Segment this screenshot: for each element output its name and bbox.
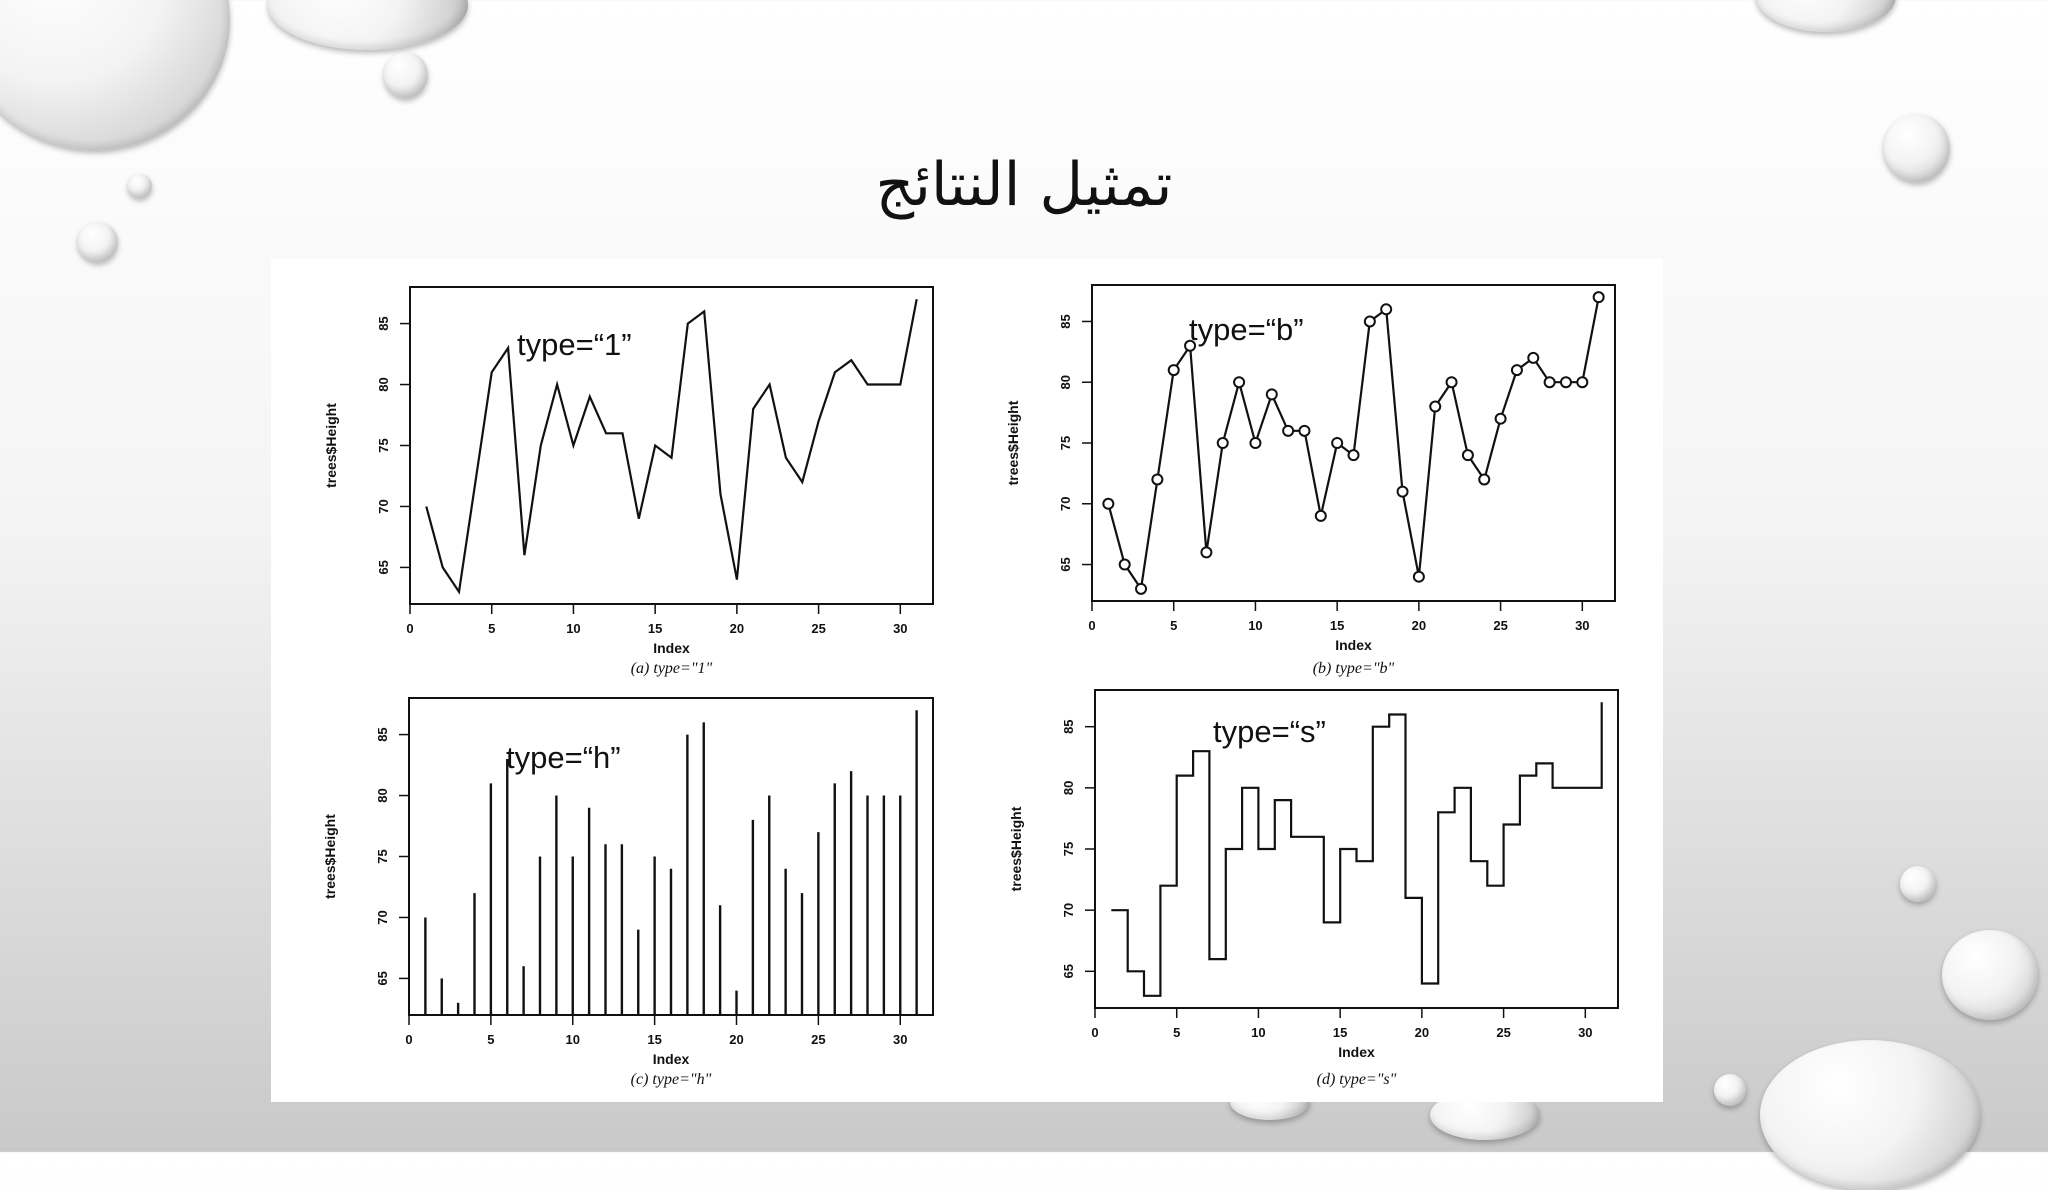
chart-type-annotation: type=“b” xyxy=(1189,312,1304,347)
data-point xyxy=(1430,402,1440,412)
water-drop-decoration xyxy=(0,0,230,150)
x-tick-label: 25 xyxy=(1496,1025,1511,1040)
water-drop-decoration xyxy=(78,222,118,262)
y-axis-label: trees$Height xyxy=(1005,400,1021,486)
x-tick-label: 0 xyxy=(1088,618,1096,633)
y-tick-label: 65 xyxy=(1061,964,1076,979)
y-tick-label: 80 xyxy=(376,377,391,392)
water-drop-decoration xyxy=(1760,1040,1980,1190)
x-tick-label: 0 xyxy=(1091,1025,1099,1040)
y-tick-label: 65 xyxy=(376,560,391,575)
data-point xyxy=(1528,353,1538,363)
x-axis-label: Index xyxy=(653,640,690,656)
water-drop-decoration xyxy=(268,0,468,50)
y-tick-label: 65 xyxy=(1058,557,1073,572)
y-axis-label: trees$Height xyxy=(1008,806,1024,892)
data-point xyxy=(1299,426,1309,436)
data-point xyxy=(1283,426,1293,436)
data-point xyxy=(1545,377,1555,387)
data-point xyxy=(1120,560,1130,570)
x-axis-label: Index xyxy=(652,1051,690,1067)
y-tick-label: 80 xyxy=(1058,374,1073,390)
y-axis-label: trees$Height xyxy=(322,814,338,899)
water-drop-decoration xyxy=(1900,866,1936,902)
y-tick-label: 85 xyxy=(1058,314,1073,329)
x-tick-label: 30 xyxy=(893,621,908,636)
x-tick-label: 10 xyxy=(565,1032,580,1047)
data-point xyxy=(1332,438,1342,448)
chart-type-annotation: type=“h” xyxy=(506,740,621,775)
chart-h-type xyxy=(322,698,933,1088)
x-tick-label: 30 xyxy=(1575,618,1590,633)
x-tick-label: 20 xyxy=(729,1032,744,1047)
water-drop-decoration xyxy=(1942,930,2038,1020)
x-tick-label: 5 xyxy=(1173,1025,1181,1040)
y-tick-label: 85 xyxy=(376,316,391,331)
plot-frame xyxy=(410,287,933,604)
chart-caption: (d) type="s" xyxy=(1316,1071,1397,1088)
y-axis-label: trees$Height xyxy=(323,403,339,488)
data-point xyxy=(1250,438,1260,448)
data-point xyxy=(1136,584,1146,594)
y-tick-label: 80 xyxy=(375,788,390,803)
x-tick-label: 20 xyxy=(1411,618,1427,633)
plot-frame xyxy=(1092,285,1615,601)
water-drop-decoration xyxy=(1756,0,1896,32)
data-point xyxy=(1218,438,1228,448)
data-point xyxy=(1201,547,1211,557)
data-point xyxy=(1381,304,1391,314)
x-tick-label: 15 xyxy=(647,621,663,636)
y-tick-label: 75 xyxy=(1061,841,1076,857)
data-point xyxy=(1447,377,1457,387)
x-tick-label: 15 xyxy=(1329,618,1345,633)
series-step-line xyxy=(1111,702,1601,996)
chart-caption: (c) type="h" xyxy=(630,1071,712,1088)
y-tick-label: 70 xyxy=(1058,496,1073,512)
series-line xyxy=(1108,297,1598,589)
x-tick-label: 0 xyxy=(405,1032,413,1047)
chart-caption: (b) type="b" xyxy=(1312,660,1395,677)
data-point xyxy=(1398,487,1408,497)
x-tick-label: 25 xyxy=(1493,618,1508,633)
data-point xyxy=(1365,316,1375,326)
data-point xyxy=(1496,414,1506,424)
chart-b-type xyxy=(1005,285,1615,677)
water-drop-decoration xyxy=(384,52,428,98)
charts-figure xyxy=(271,259,1663,1102)
series-line xyxy=(426,299,916,592)
data-point xyxy=(1594,292,1604,302)
x-tick-label: 15 xyxy=(647,1032,662,1047)
data-point xyxy=(1561,377,1571,387)
data-point xyxy=(1414,572,1424,582)
data-point xyxy=(1103,499,1113,509)
x-tick-label: 10 xyxy=(1248,618,1263,633)
x-axis-label: Index xyxy=(1335,637,1372,653)
chart-type-annotation: type=“1” xyxy=(517,327,632,362)
x-tick-label: 10 xyxy=(566,621,581,636)
data-point xyxy=(1463,450,1473,460)
x-tick-label: 30 xyxy=(1578,1025,1593,1040)
y-tick-label: 70 xyxy=(375,910,390,925)
water-drop-decoration xyxy=(1714,1074,1746,1106)
x-tick-label: 25 xyxy=(811,1032,826,1047)
data-point xyxy=(1316,511,1326,521)
chart-type-annotation: type=“s” xyxy=(1213,714,1326,749)
chart-caption: (a) type="1" xyxy=(630,660,713,677)
slide-title: تمثيل النتائج xyxy=(875,150,1173,220)
chart-l-type xyxy=(323,287,933,677)
x-tick-label: 25 xyxy=(811,621,826,636)
data-point xyxy=(1234,377,1244,387)
y-tick-label: 70 xyxy=(376,499,391,514)
y-tick-label: 80 xyxy=(1061,780,1076,796)
data-point xyxy=(1479,474,1489,484)
y-tick-label: 75 xyxy=(375,849,390,864)
x-tick-label: 0 xyxy=(406,621,414,636)
x-tick-label: 5 xyxy=(488,621,496,636)
data-point xyxy=(1267,389,1277,399)
x-tick-label: 10 xyxy=(1251,1025,1266,1040)
y-tick-label: 85 xyxy=(1061,719,1076,734)
data-point xyxy=(1512,365,1522,375)
x-tick-label: 5 xyxy=(1170,618,1178,633)
y-tick-label: 75 xyxy=(376,438,391,453)
data-point xyxy=(1169,365,1179,375)
chart-s-type xyxy=(1008,690,1618,1088)
y-tick-label: 70 xyxy=(1061,902,1076,918)
x-tick-label: 20 xyxy=(729,621,745,636)
y-tick-label: 85 xyxy=(375,727,390,742)
y-tick-label: 75 xyxy=(1058,435,1073,451)
x-tick-label: 30 xyxy=(893,1032,908,1047)
data-point xyxy=(1152,474,1162,484)
x-tick-label: 20 xyxy=(1414,1025,1430,1040)
x-tick-label: 15 xyxy=(1332,1025,1348,1040)
data-point xyxy=(1577,377,1587,387)
x-axis-label: Index xyxy=(1338,1044,1375,1060)
data-point xyxy=(1349,450,1359,460)
figure-panel xyxy=(271,259,1663,1102)
x-tick-label: 5 xyxy=(487,1032,495,1047)
y-tick-label: 65 xyxy=(375,971,390,986)
